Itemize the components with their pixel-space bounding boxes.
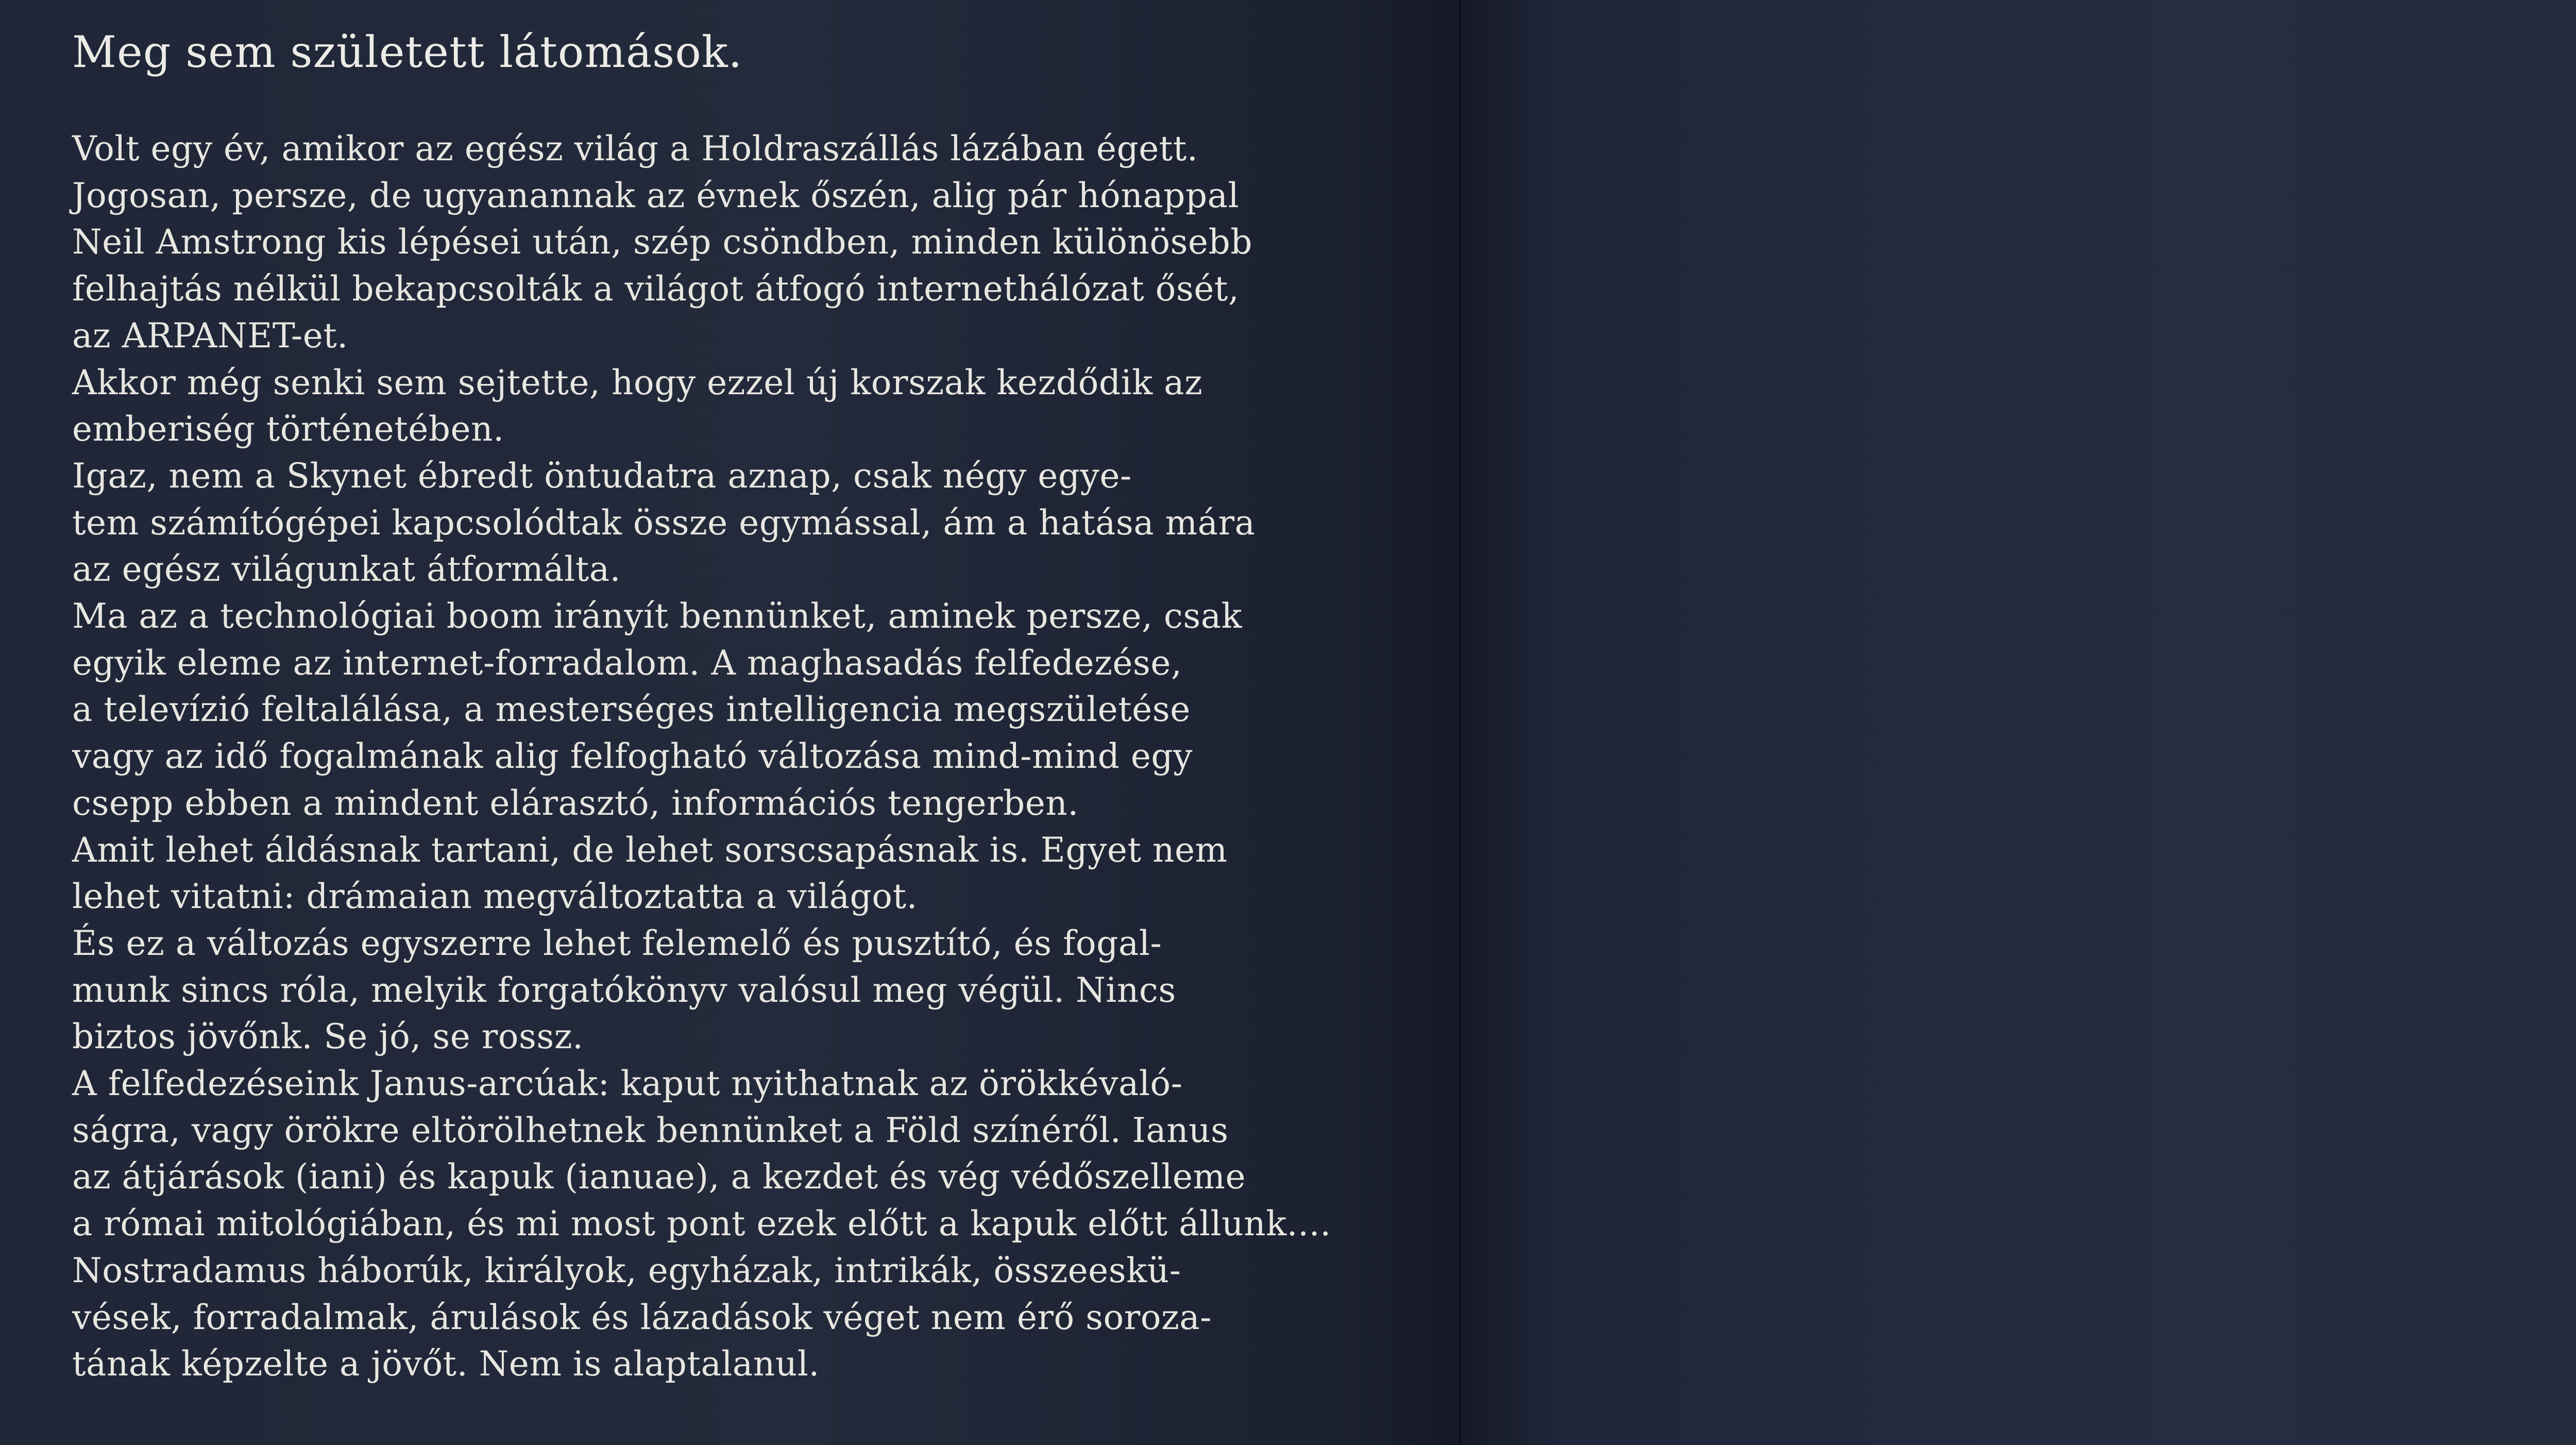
text-line: a római mitológiában, és mi most pont ezek előtt a kapuk előtt állunk.... xyxy=(72,1204,1331,1244)
text-line: egyik eleme az internet-forradalom. A maghasadás felfedezése, xyxy=(72,643,1182,683)
text-line: biztos jövőnk. Se jó, se rossz. xyxy=(72,1017,584,1057)
text-line: Amit lehet áldásnak tartani, de lehet sorscsapásnak is. Egyet nem xyxy=(72,830,1228,870)
text-line: emberiség történetében. xyxy=(72,409,504,449)
text-line: lehet vitatni: drámaian megváltoztatta a világot. xyxy=(72,877,918,917)
text-line: az egész világunkat átformálta. xyxy=(72,549,621,590)
text-line: Akkor még senki sem sejtette, hogy ezzel új korszak kezdődik az xyxy=(72,362,1203,402)
page-title: Meg sem született látomások. xyxy=(72,27,743,77)
text-line: felhajtás nélkül bekapcsolták a világot átfogó internethálózat ősét, xyxy=(72,269,1240,309)
text-line: Jogosan, persze, de ugyanannak az évnek őszén, alig pár hónappal xyxy=(72,175,1240,215)
text-line: munk sincs róla, melyik forgatókönyv valósul meg végül. Nincs xyxy=(72,970,1176,1010)
text-line: tának képzelte a jövőt. Nem is alaptalanul. xyxy=(72,1344,820,1384)
text-line: Volt egy év, amikor az egész világ a Holdraszállás lázában égett. xyxy=(72,129,1198,169)
text-line: tem számítógépei kapcsolódtak össze egymással, ám a hatása mára xyxy=(72,502,1256,543)
text-line: És ez a változás egyszerre lehet felemelő és pusztító, és fogal- xyxy=(72,923,1162,963)
text-line: ságra, vagy örökre eltörölhetnek bennünket a Föld színéről. Ianus xyxy=(72,1110,1229,1150)
text-line: Igaz, nem a Skynet ébredt öntudatra aznap, csak négy egye- xyxy=(72,456,1132,496)
text-line: Ma az a technológiai boom irányít bennünket, aminek persze, csak xyxy=(72,596,1243,636)
left-page-body xyxy=(72,126,1432,1388)
text-line: az átjárások (iani) és kapuk (ianuae), a kezdet és vég védőszelleme xyxy=(72,1157,1246,1197)
text-line: a televízió feltalálása, a mesterséges intelligencia megszületése xyxy=(72,690,1191,730)
text-line: vések, forradalmak, árulások és lázadások véget nem érő soroza- xyxy=(72,1297,1212,1337)
text-line: Neil Amstrong kis lépései után, szép csöndben, minden különösebb xyxy=(72,222,1252,262)
text-line: csepp ebben a mindent elárasztó, információs tengerben. xyxy=(72,783,1079,823)
text-line: az ARPANET-et. xyxy=(72,315,348,356)
right-page xyxy=(1461,0,2576,1445)
text-line: vagy az idő fogalmának alig felfogható változása mind-mind egy xyxy=(72,736,1193,777)
text-line: Nostradamus háborúk, királyok, egyházak, intrikák, összeeskü- xyxy=(72,1250,1181,1290)
text-line: A felfedezéseink Janus-arcúak: kaput nyithatnak az örökkévaló- xyxy=(72,1064,1183,1104)
